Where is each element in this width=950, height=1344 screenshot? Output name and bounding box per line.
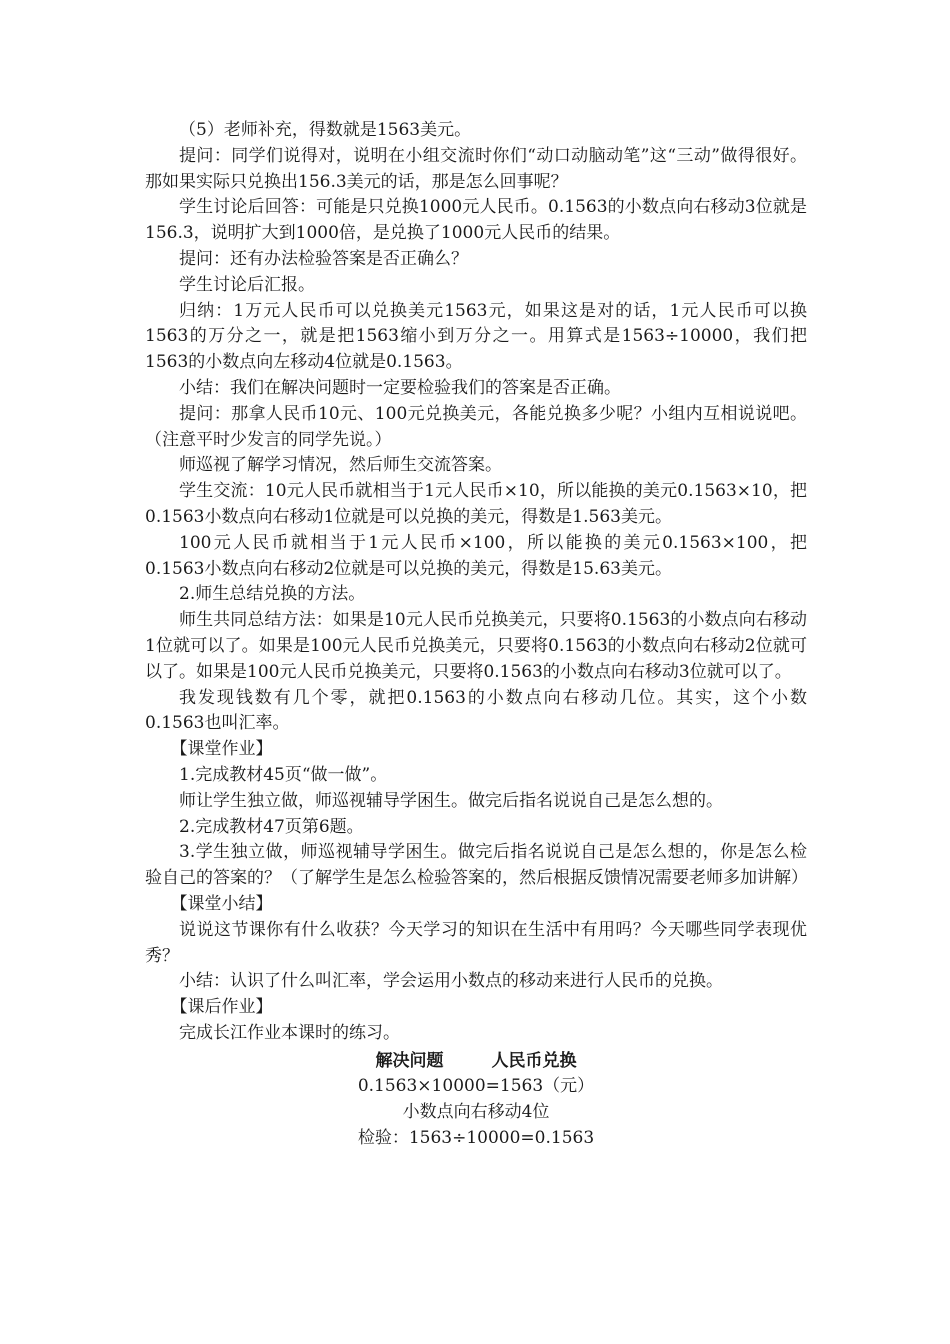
board-note: 小数点向右移动4位 <box>402 1102 550 1123</box>
paragraph: 2.师生总结兑换的方法。 <box>179 584 366 605</box>
paragraph: 我发现钱数有几个零，就把0.1563的小数点向右移动几位。其实，这个小数0.1563也叫汇率。 <box>145 687 807 734</box>
document-page <box>145 118 807 1152</box>
summary-item: 说说这节课你有什么收获？今天学习的知识在生活中有用吗？今天哪些同学表现优秀？ <box>145 919 807 966</box>
paragraph: 提问：同学们说得对，说明在小组交流时你们“动口动脑动笔”这“三动”做得很好。那如果实际只兑换出156.3美元的话，那是怎么回事呢？ <box>145 145 807 192</box>
section-heading-after-class: 【课后作业】 <box>170 997 273 1018</box>
section-heading-homework: 【课堂作业】 <box>170 739 273 760</box>
homework-item: 1.完成教材45页“做一做”。 <box>179 764 388 785</box>
paragraph: 师巡视了解学习情况，然后师生交流答案。 <box>179 455 502 476</box>
blackboard-design <box>145 1049 807 1152</box>
homework-item: 2.完成教材47页第6题。 <box>179 816 364 837</box>
board-title-right: 人民币兑换 <box>491 1050 577 1071</box>
board-title-left: 解决问题 <box>375 1050 444 1071</box>
paragraph: 提问：那拿人民币10元、100元兑换美元，各能兑换多少呢？小组内互相说说吧。（注意平时少发言的同学先说。） <box>145 403 807 450</box>
paragraph: 100元人民币就相当于1元人民币×100，所以能换的美元0.1563×100，把0.1563小数点向右移动2位就是可以兑换的美元，得数是15.63美元。 <box>145 532 807 579</box>
homework-item: 3.学生独立做，师巡视辅导学困生。做完后指名说说自己是怎么想的，你是怎么检验自己的答案的？（了解学生是怎么检验答案的，然后根据反馈情况需要老师多加讲解） <box>145 842 808 889</box>
board-formula: 0.1563×10000=1563（元） <box>357 1076 595 1097</box>
board-check: 检验：1563÷10000=0.1563 <box>357 1128 595 1149</box>
homework-item: 师让学生独立做，师巡视辅导学困生。做完后指名说说自己是怎么想的。 <box>179 790 723 811</box>
board-title <box>145 1049 807 1075</box>
section-heading-summary: 【课堂小结】 <box>170 893 273 914</box>
paragraph: 归纳：1万元人民币可以兑换美元1563元，如果这是对的话，1元人民币可以换1563的万分之一，就是把1563缩小到万分之一。用算式是1563÷10000，我们把1563的小数点向左移动4位就是0.1563。 <box>145 300 807 373</box>
after-class-item: 完成长江作业本课时的练习。 <box>179 1022 400 1043</box>
paragraph: 学生讨论后汇报。 <box>179 274 315 295</box>
paragraph: （5）老师补充，得数就是1563美元。 <box>179 120 472 140</box>
paragraph: 小结：我们在解决问题时一定要检验我们的答案是否正确。 <box>179 377 621 398</box>
paragraph: 学生交流：10元人民币就相当于1元人民币×10，所以能换的美元0.1563×10，把0.1563小数点向右移动1位就是可以兑换的美元，得数是1.563美元。 <box>145 481 807 527</box>
paragraph: 师生共同总结方法：如果是10元人民币兑换美元，只要将0.1563的小数点向右移动1位就可以了。如果是100元人民币兑换美元，只要将0.1563的小数点向右移动2位就可以了。如果是100元人民币兑换美元，只要将0.1563的小数点向右移动3位就可以了。 <box>145 610 807 682</box>
paragraph: 提问：还有办法检验答案是否正确么？ <box>179 248 468 269</box>
paragraph: 学生讨论后回答：可能是只兑换1000元人民币。0.1563的小数点向右移动3位就是156.3，说明扩大到1000倍，是兑换了1000元人民币的结果。 <box>145 197 807 244</box>
summary-item: 小结：认识了什么叫汇率，学会运用小数点的移动来进行人民币的兑换。 <box>179 971 723 992</box>
